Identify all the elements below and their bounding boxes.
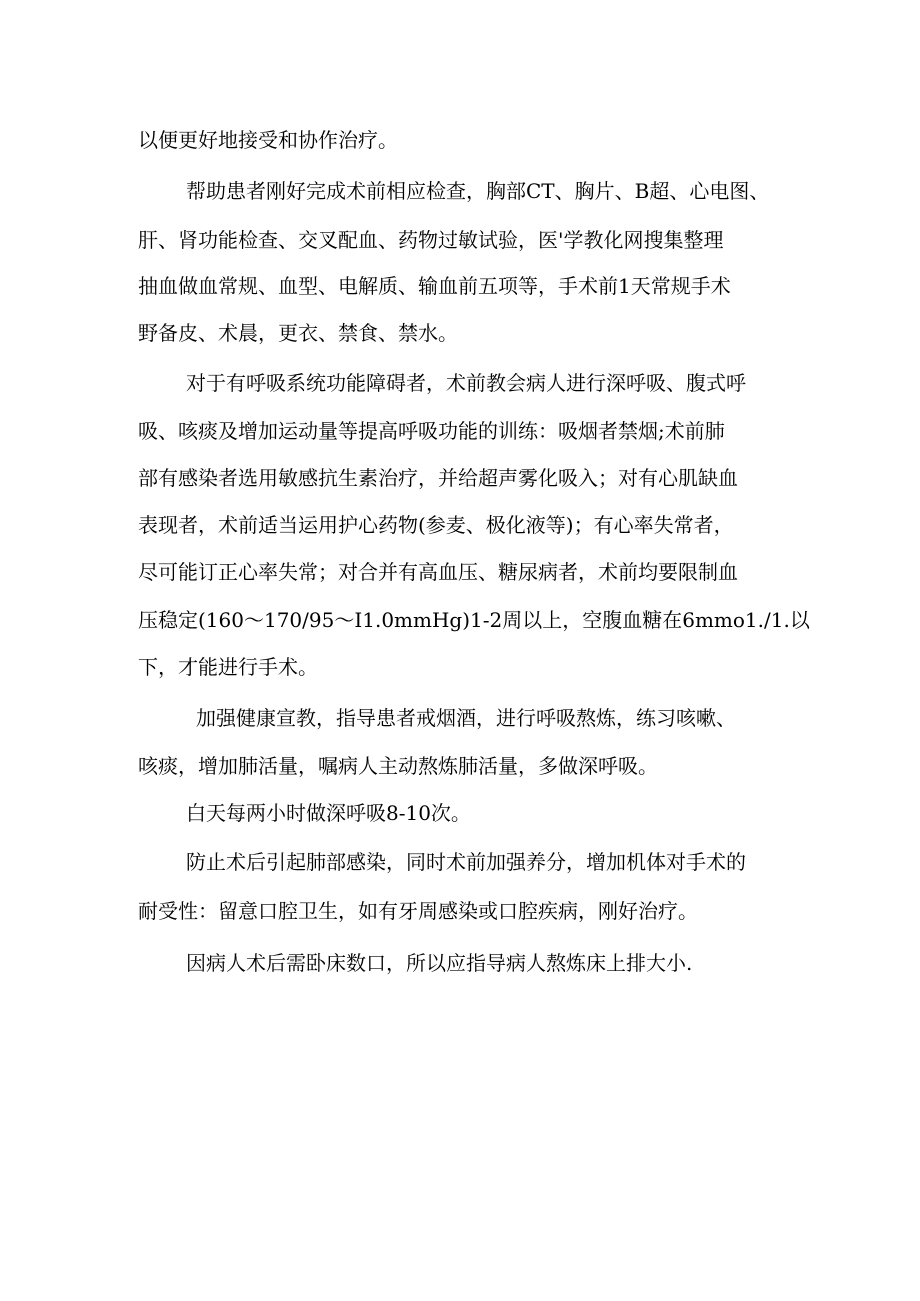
text-line: 压稳定(160～170/95～I1.0mmHg)1-2周以上，空腹血糖在6mmo1./1.以 [138, 608, 810, 632]
text-line: 因病人术后需卧床数口，所以应指导病人熬炼床上排大小. [186, 951, 693, 975]
text-line: 下，才能进行手术。 [138, 655, 318, 679]
text-line: 帮助患者刚好完成术前相应检查，胸部CT、胸片、B超、心电图、 [186, 179, 770, 203]
text-line: 以便更好地接受和协作治疗。 [138, 128, 398, 152]
text-line: 肝、肾功能检查、交叉配血、药物过敏试验，医'学教化网搜集整理 [138, 228, 724, 252]
text-line: 表现者，术前适当运用护心药物(参麦、极化液等)；有心率失常者， [138, 513, 734, 537]
text-line: 吸、咳痰及增加运动量等提高呼吸功能的训练：吸烟者禁烟;术前肺 [138, 419, 725, 443]
text-line: 对于有呼吸系统功能障碍者，术前教会病人进行深呼吸、腹式呼 [186, 371, 746, 395]
text-line: 耐受性：留意口腔卫生，如有牙周感染或口腔疾病，刚好治疗。 [138, 899, 698, 923]
text-line: 野备皮、术晨，更衣、禁食、禁水。 [138, 321, 458, 345]
text-line: 部有感染者选用敏感抗生素治疗，并给超声雾化吸入；对有心肌缺血 [138, 466, 738, 490]
text-line: 白天每两小时做深呼吸8-10次。 [186, 801, 471, 825]
text-line: 咳痰，增加肺活量，嘱病人主动熬炼肺活量，多做深呼吸。 [138, 754, 658, 778]
text-line: 加强健康宣教，指导患者戒烟酒，进行呼吸熬炼，练习咳嗽、 [196, 706, 736, 730]
text-line: 抽血做血常规、血型、电解质、输血前五项等，手术前1天常规手术 [138, 274, 731, 298]
text-line: 防止术后引起肺部感染，同时术前加强养分，增加机体对手术的 [186, 850, 746, 874]
text-line: 尽可能订正心率失常；对合并有高血压、糖尿病者，术前均要限制血 [138, 560, 738, 584]
